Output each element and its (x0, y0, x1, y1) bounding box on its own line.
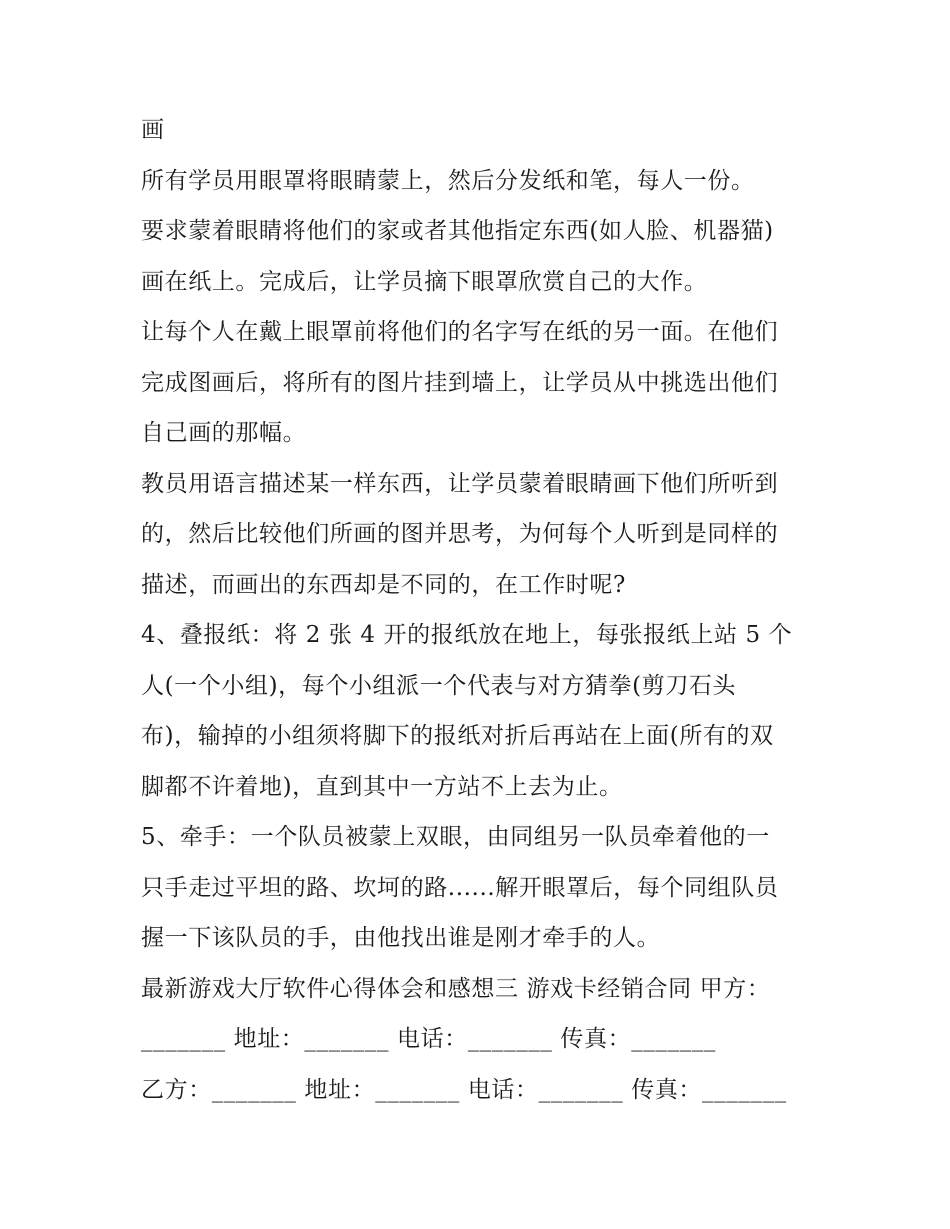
text-line: 布)，输掉的小组须将脚下的报纸对折后再站在上面(所有的双 (141, 723, 774, 749)
text-line: 画在纸上。完成后，让学员摘下眼罩欣赏自己的大作。 (141, 268, 708, 295)
text-line: 完成图画后，将所有的图片挂到墙上，让学员从中挑选出他们 (141, 369, 779, 396)
text-line: 只手走过平坦的路、坎坷的路......解开眼罩后，每个同组队员 (141, 874, 779, 901)
text-line: 5、牵手：一个队员被蒙上双眼，由同组另一队员牵着他的一 (141, 824, 770, 850)
text-line: 人(一个小组)，每个小组派一个代表与对方猜拳(剪刀石头 (141, 672, 737, 699)
text-line: 画 (141, 117, 165, 143)
text-line: 乙方：_______ 地址：_______ 电话：_______ 传真：_______ (141, 1076, 787, 1103)
text-line: 教员用语言描述某一样东西，让学员蒙着眼睛画下他们所听到 (141, 470, 779, 497)
text-line: 4、叠报纸：将 2 张 4 开的报纸放在地上，每张报纸上站 5 个 (141, 622, 793, 648)
text-line: 要求蒙着眼睛将他们的家或者其他指定东西(如人脸、机器猫) (141, 218, 774, 244)
text-line: 描述，而画出的东西却是不同的，在工作时呢? (141, 571, 626, 598)
body-text (141, 108, 821, 1118)
text-line: 让每个人在戴上眼罩前将他们的名字写在纸的另一面。在他们 (141, 319, 779, 345)
text-line: _______ 地址：_______ 电话：_______ 传真：_______ (141, 1026, 716, 1052)
text-line: 所有学员用眼罩将眼睛蒙上，然后分发纸和笔，每人一份。 (141, 167, 755, 194)
text-line: 自己画的那幅。 (141, 420, 307, 446)
text-line: 最新游戏大厅软件心得体会和感想三 游戏卡经销合同 甲方： (141, 975, 771, 1002)
text-line: 握一下该队员的手，由他找出谁是刚才牵手的人。 (141, 925, 661, 951)
text-line: 的，然后比较他们所画的图并思考，为何每个人听到是同样的 (141, 521, 779, 547)
text-line: 脚都不许着地)，直到其中一方站不上去为止。 (141, 773, 623, 800)
